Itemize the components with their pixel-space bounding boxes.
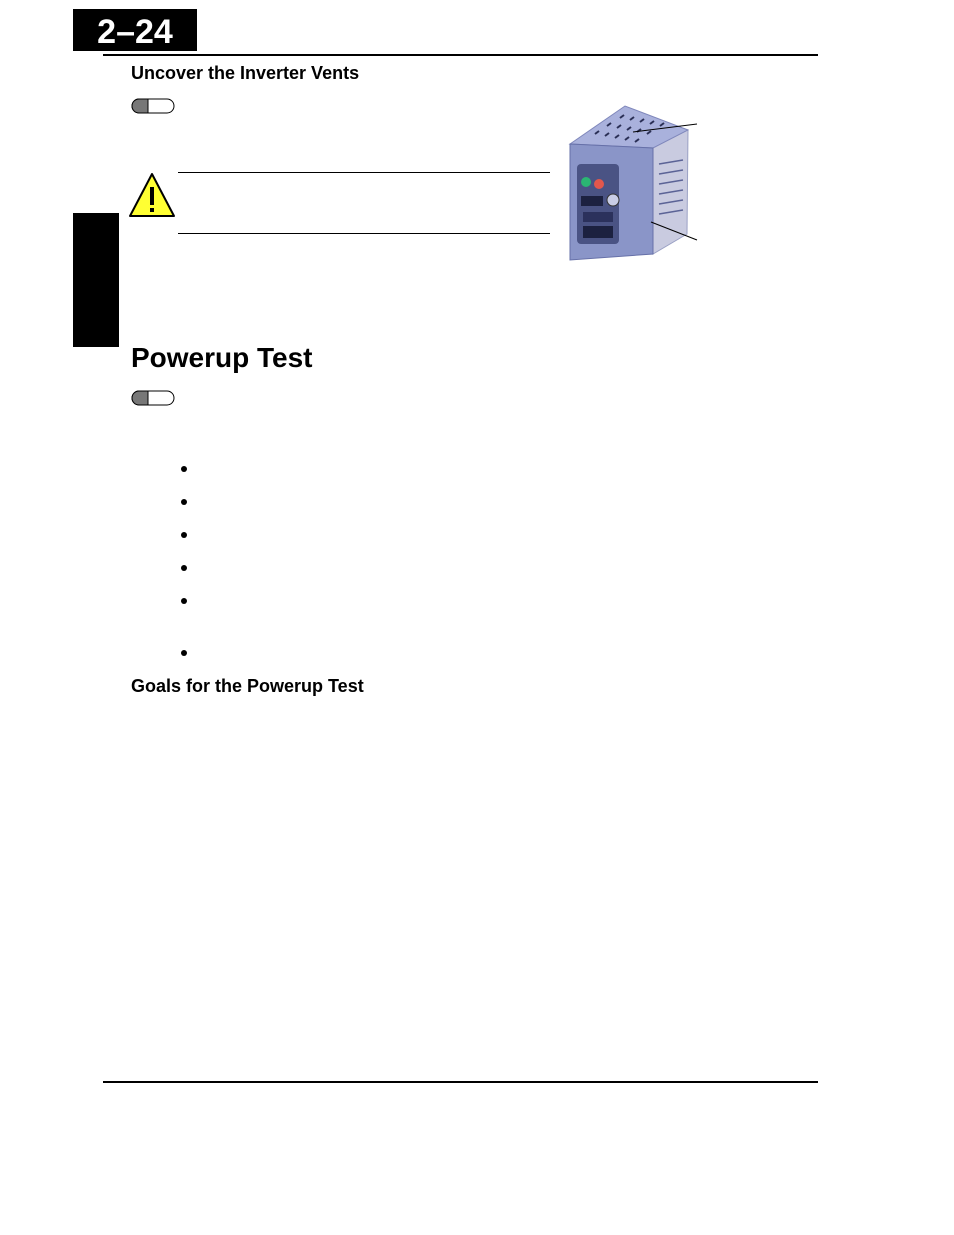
section-heading-goals: Goals for the Powerup Test bbox=[131, 676, 364, 696]
warning-triangle-icon bbox=[128, 172, 176, 218]
step-pill-icon bbox=[131, 97, 175, 115]
list-bullet bbox=[181, 499, 187, 505]
warning-rule-bottom bbox=[178, 233, 550, 234]
header-rule bbox=[103, 54, 818, 56]
list-bullet bbox=[181, 466, 187, 472]
step-pill-icon bbox=[131, 389, 175, 407]
page-number-tab bbox=[73, 9, 197, 51]
footer-rule bbox=[103, 1081, 818, 1083]
chapter-side-tab bbox=[73, 213, 119, 347]
section-heading-vents: Uncover the Inverter Vents bbox=[131, 63, 360, 83]
warning-rule-top bbox=[178, 172, 550, 173]
page-number: 2–24 bbox=[97, 13, 173, 51]
list-bullet bbox=[181, 565, 187, 571]
list-bullet bbox=[181, 650, 187, 656]
list-bullet bbox=[181, 598, 187, 604]
section-heading-powerup: Powerup Test bbox=[131, 342, 313, 373]
inverter-photo bbox=[565, 104, 700, 262]
list-bullet bbox=[181, 532, 187, 538]
